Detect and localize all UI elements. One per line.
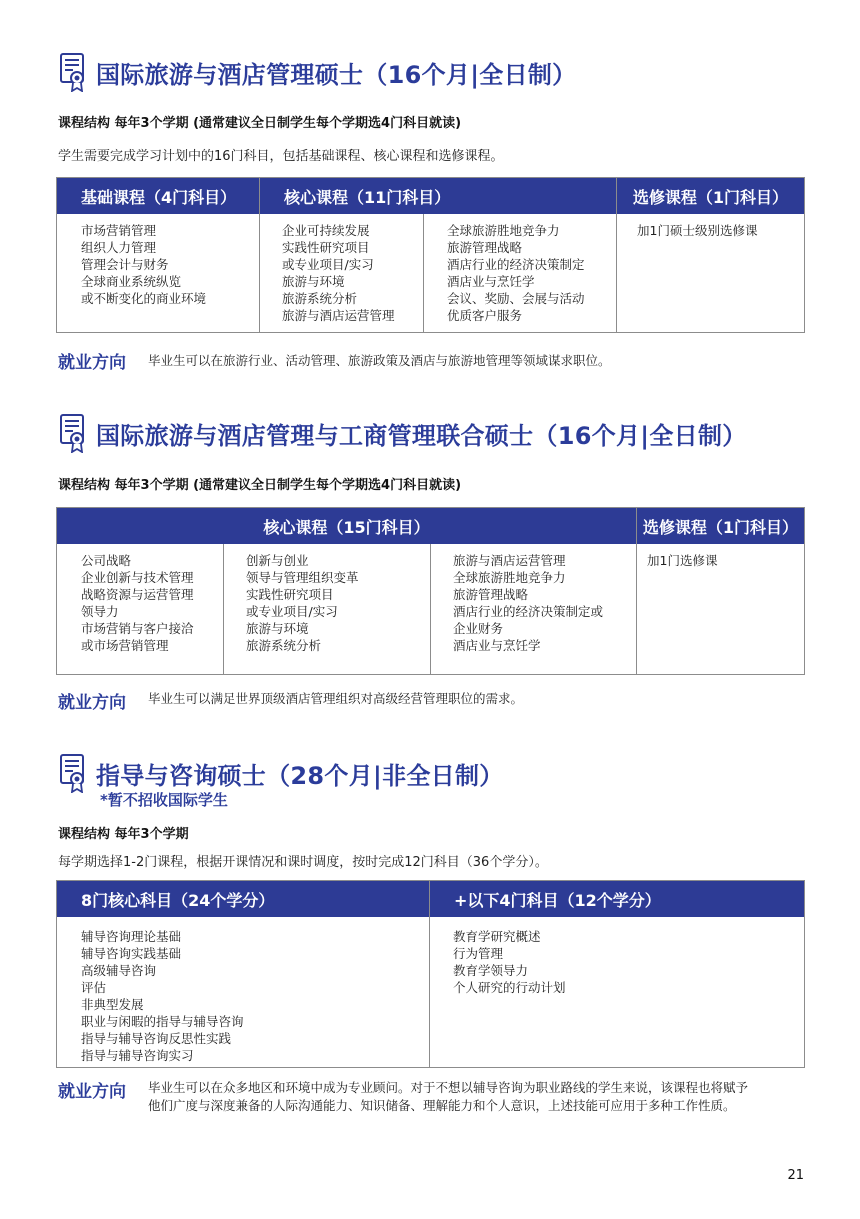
course-list <box>637 222 757 239</box>
course-item: 或专业项目/实习 <box>282 257 374 272</box>
course-item: 实践性研究项目 <box>282 240 370 255</box>
course-item: 评估 <box>81 980 107 995</box>
course-item: 企业财务 <box>453 621 504 636</box>
course-item: 优质客户服务 <box>447 308 523 323</box>
course-item: 教育学研究概述 <box>453 929 541 944</box>
career-label: 就业方向 <box>58 693 126 713</box>
course-item: 旅游与酒店运营管理 <box>282 308 395 323</box>
course-item: 或不断变化的商业环境 <box>81 291 207 306</box>
course-list <box>453 928 566 996</box>
course-structure: 课程结构 每年3个学期 (通常建议全日制学生每个学期选4门科目就读) <box>58 116 462 131</box>
table-header-core: 8门核心科目（24个学分） <box>57 881 429 917</box>
course-list <box>246 552 359 654</box>
career-text: 毕业生可以在众多地区和环境中成为专业顾问。对于不想以辅导咨询为职业路线的学生来说，该课程也将赋予 他们广度与深度兼备的人际沟通能力、知识储备、理解能力和个人意识，上述技能可应用于多种工作性质。 <box>148 1080 749 1113</box>
course-item: 公司战略 <box>81 553 132 568</box>
course-list <box>81 222 206 307</box>
course-list <box>447 222 585 324</box>
course-item: 战略资源与运营管理 <box>81 587 194 602</box>
course-item: 旅游系统分析 <box>246 638 322 653</box>
certificate-icon <box>58 753 88 793</box>
course-list <box>282 222 395 324</box>
course-item: 或专业项目/实习 <box>246 604 338 619</box>
certificate-icon <box>58 52 88 92</box>
page-number: 21 <box>787 1168 804 1183</box>
program-2-title-row <box>58 411 747 455</box>
course-item: 创新与创业 <box>246 553 309 568</box>
course-item: 旅游管理战略 <box>447 240 523 255</box>
course-item: 全球旅游胜地竞争力 <box>453 570 566 585</box>
course-table <box>56 880 805 1068</box>
course-item: 全球商业系统纵览 <box>81 274 182 289</box>
career-text: 毕业生可以在旅游行业、活动管理、旅游政策及酒店与旅游地管理等领域谋求职位。 <box>148 353 611 368</box>
course-item: 酒店行业的经济决策制定 <box>447 257 585 272</box>
course-item: 酒店行业的经济决策制定或 <box>453 604 604 619</box>
course-item: 市场营销与客户接洽 <box>81 621 194 636</box>
course-list <box>453 552 603 654</box>
course-item: 旅游与环境 <box>282 274 345 289</box>
course-item: 旅游与环境 <box>246 621 309 636</box>
certificate-icon <box>58 413 88 453</box>
course-item: 酒店业与烹饪学 <box>453 638 541 653</box>
course-item: 加1门选修课 <box>647 553 718 568</box>
course-item: 管理会计与财务 <box>81 257 169 272</box>
program-title: 指导与咨询硕士（28个月|非全日制） <box>96 761 504 790</box>
course-table <box>56 177 805 333</box>
program-description: 学生需要完成学习计划中的16门科目，包括基础课程、核心课程和选修课程。 <box>58 149 504 164</box>
program-note: *暂不招收国际学生 <box>100 791 228 809</box>
course-item: 行为管理 <box>453 946 504 961</box>
course-structure: 课程结构 每年3个学期 <box>58 827 189 842</box>
table-header-core: 核心课程（11门科目） <box>260 178 617 214</box>
course-item: 个人研究的行动计划 <box>453 980 566 995</box>
course-structure: 课程结构 每年3个学期 (通常建议全日制学生每个学期选4门科目就读) <box>58 478 462 493</box>
course-item: 企业可持续发展 <box>282 223 370 238</box>
course-item: 全球旅游胜地竞争力 <box>447 223 560 238</box>
course-item: 辅导咨询实践基础 <box>81 946 182 961</box>
program-1-title-row <box>58 50 576 94</box>
course-item: 非典型发展 <box>81 997 144 1012</box>
career-text: 毕业生可以满足世界顶级酒店管理组织对高级经营管理职位的需求。 <box>148 691 524 706</box>
program-title: 国际旅游与酒店管理与工商管理联合硕士（16个月|全日制） <box>96 421 747 450</box>
course-table <box>56 507 805 675</box>
course-item: 职业与闲暇的指导与辅导咨询 <box>81 1014 244 1029</box>
course-item: 实践性研究项目 <box>246 587 334 602</box>
course-item: 市场营销管理 <box>81 223 157 238</box>
course-item: 领导与管理组织变革 <box>246 570 359 585</box>
course-list <box>81 552 194 654</box>
course-item: 企业创新与技术管理 <box>81 570 194 585</box>
table-header-additional: +以下4门科目（12个学分） <box>430 881 804 917</box>
course-item: 高级辅导咨询 <box>81 963 157 978</box>
course-list <box>647 552 717 569</box>
course-item: 领导力 <box>81 604 119 619</box>
course-item: 教育学领导力 <box>453 963 529 978</box>
career-label: 就业方向 <box>58 353 126 373</box>
course-item: 旅游系统分析 <box>282 291 358 306</box>
course-item: 指导与辅导咨询反思性实践 <box>81 1031 232 1046</box>
table-header-foundation: 基础课程（4门科目） <box>57 178 260 214</box>
table-header-core: 核心课程（15门科目） <box>57 508 636 544</box>
course-item: 旅游管理战略 <box>453 587 529 602</box>
course-item: 或市场营销管理 <box>81 638 169 653</box>
course-item: 辅导咨询理论基础 <box>81 929 182 944</box>
course-item: 指导与辅导咨询实习 <box>81 1048 194 1063</box>
course-item: 酒店业与烹饪学 <box>447 274 535 289</box>
course-list <box>81 928 244 1064</box>
program-description: 每学期选择1-2门课程，根据开课情况和课时调度，按时完成12门科目（36个学分）。 <box>58 855 548 870</box>
table-header-elective: 选修课程（1门科目） <box>637 508 804 544</box>
career-label: 就业方向 <box>58 1082 126 1102</box>
course-item: 会议、奖励、会展与活动 <box>447 291 585 306</box>
program-title: 国际旅游与酒店管理硕士（16个月|全日制） <box>96 60 577 89</box>
course-item: 旅游与酒店运营管理 <box>453 553 566 568</box>
table-header-elective: 选修课程（1门科目） <box>617 178 804 214</box>
course-item: 加1门硕士级别选修课 <box>637 223 758 238</box>
course-item: 组织人力管理 <box>81 240 157 255</box>
